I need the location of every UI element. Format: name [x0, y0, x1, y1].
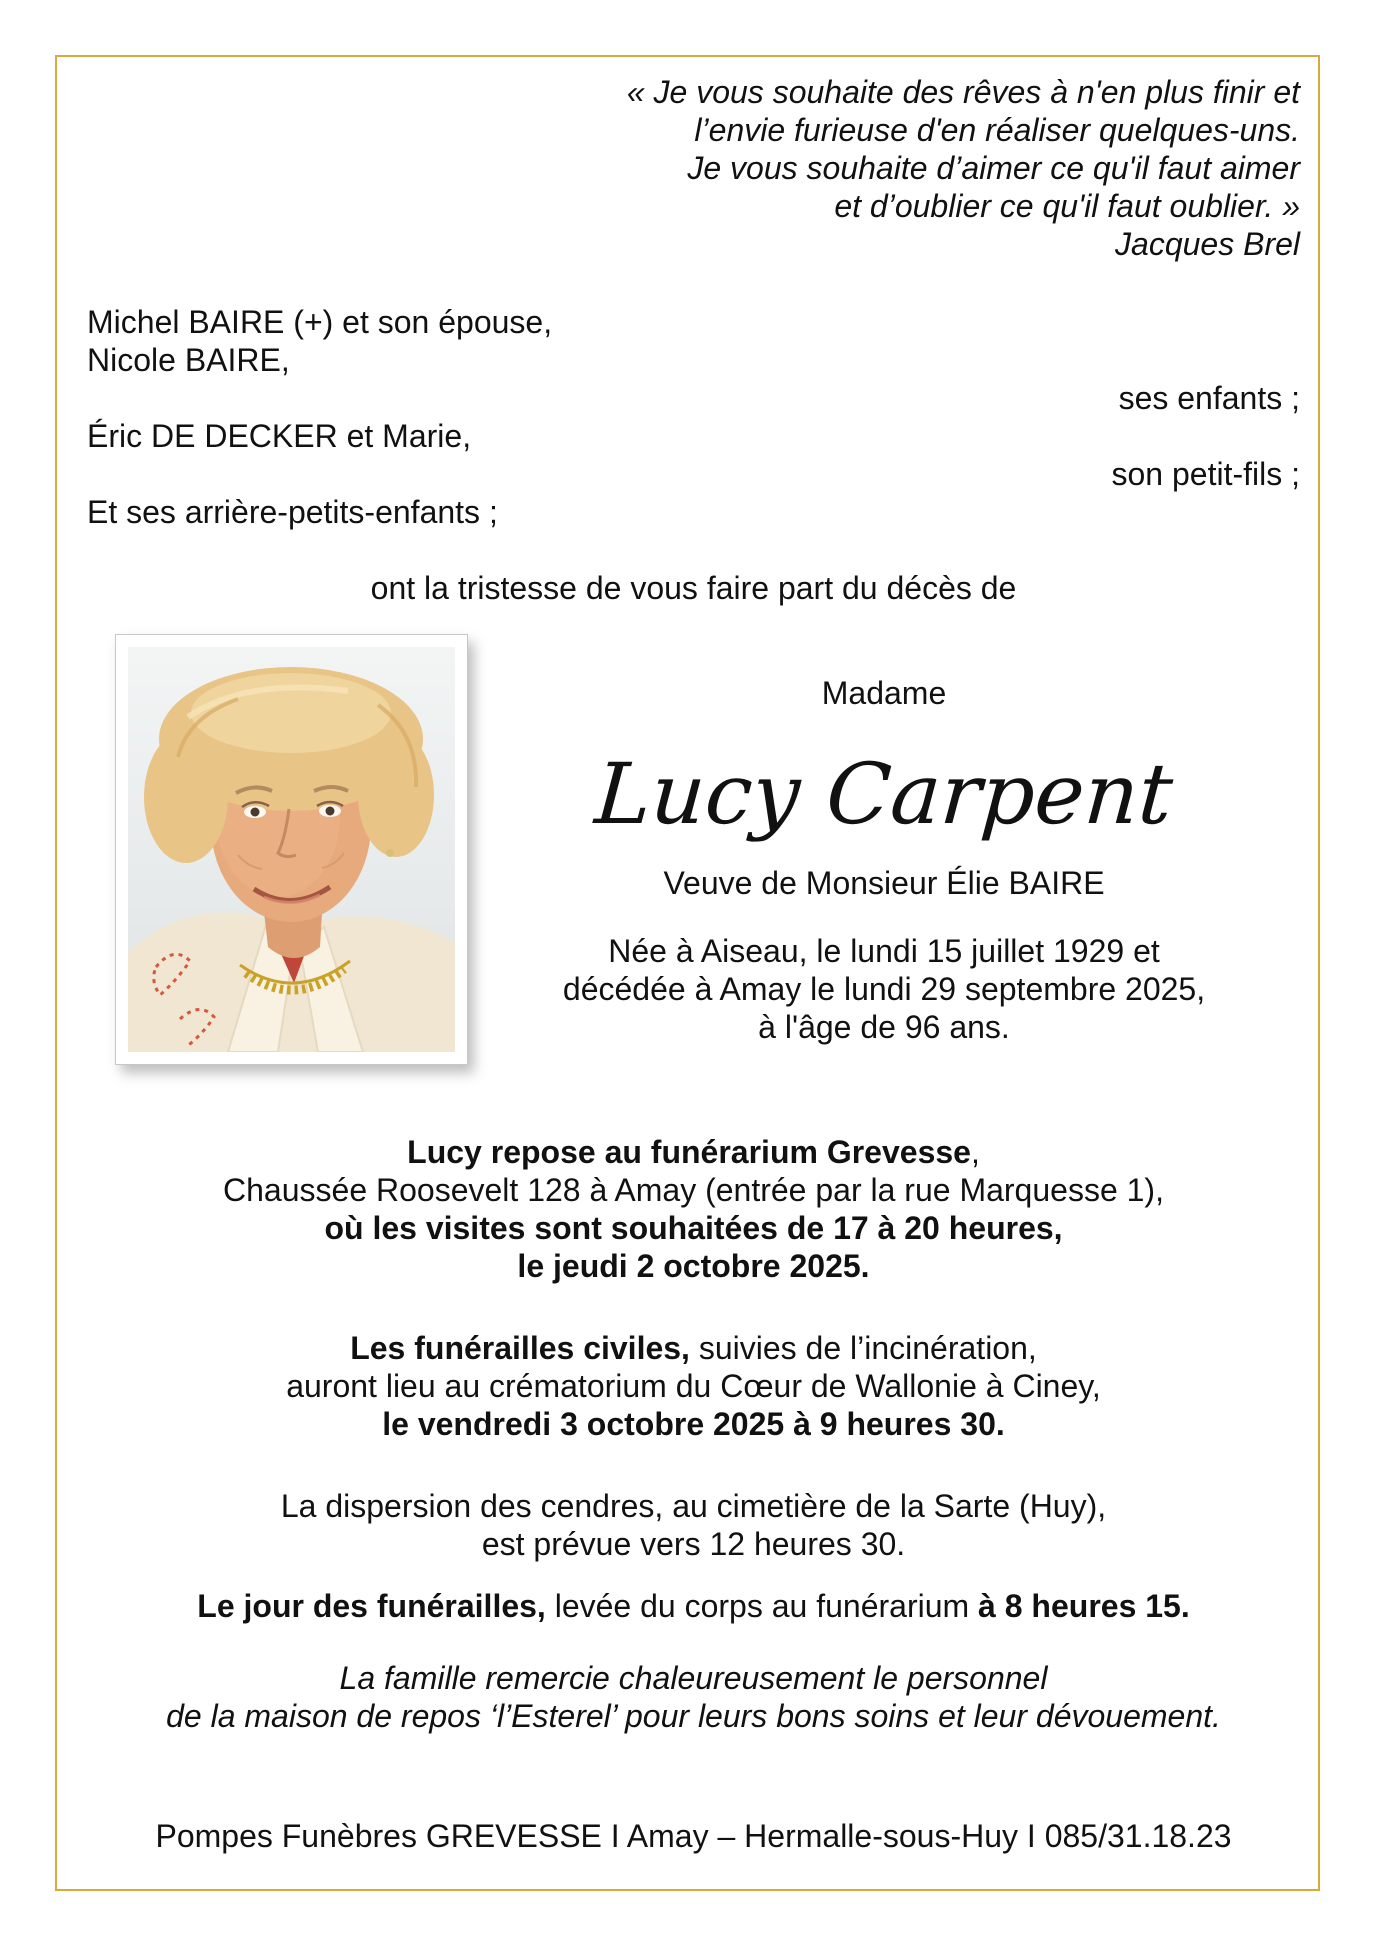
text-segment: La dispersion des cendres, au cimetière de la Sarte (Huy), [280, 1488, 1107, 1524]
text-segment: auront lieu au crématorium du Cœur de Wallonie à Ciney, [286, 1368, 1101, 1404]
family-row: Nicole BAIRE, [87, 342, 290, 378]
text-line [87, 1659, 1300, 1697]
text-segment: levée du corps au funérarium [545, 1588, 979, 1624]
bold-text-segment: où les visites sont souhaitées de 17 à 20 heures, [324, 1210, 1063, 1246]
text-line [87, 1171, 1300, 1209]
family-row: Michel BAIRE (+) et son épouse, [87, 304, 553, 340]
text-segment: La famille remercie chaleureusement le personnel [339, 1660, 1048, 1696]
funeral-home-footer: Pompes Funèbres GREVESSE I Amay – Hermalle-sous-Huy I 085/31.18.23 [155, 1818, 1232, 1854]
portrait-photo [115, 634, 468, 1065]
bold-text-segment: le vendredi 3 octobre 2025 à 9 heures 30. [382, 1406, 1005, 1442]
text-segment: Chaussée Roosevelt 128 à Amay (entrée par la rue Marquesse 1), [223, 1172, 1164, 1208]
text-line [87, 1525, 1300, 1563]
quote-line: et d’oublier ce qu'il faut oublier. » [834, 188, 1300, 224]
text-segment: de la maison de repos ‘l’Esterel’ pour leurs bons soins et leur dévouement. [166, 1698, 1221, 1734]
funeral-details [87, 1133, 1300, 1735]
quote-line: « Je vous souhaite des rêves à n'en plus finir et [626, 74, 1300, 110]
text-line [87, 1247, 1300, 1285]
birth-death-line: décédée à Amay le lundi 29 septembre 2025, [562, 971, 1206, 1007]
bold-text-segment: à 8 heures 15. [978, 1588, 1190, 1624]
deceased-title: Madame [821, 675, 947, 711]
quote-line: l’envie furieuse d'en réaliser quelques-uns. [694, 112, 1300, 148]
text-line [87, 1405, 1300, 1443]
quote-line: Je vous souhaite d’aimer ce qu'il faut aimer [687, 150, 1300, 186]
detail-paragraph [87, 1133, 1300, 1285]
detail-paragraph [87, 1587, 1300, 1625]
detail-paragraph [87, 1659, 1300, 1735]
text-segment: , [970, 1134, 980, 1170]
deceased-subtitle: Veuve de Monsieur Élie BAIRE [663, 865, 1105, 901]
quote-author: Jacques Brel [1115, 226, 1300, 262]
text-line [87, 1133, 1300, 1171]
text-segment: est prévue vers 12 heures 30. [481, 1526, 906, 1562]
bold-text-segment: Le jour des funérailles, [197, 1588, 546, 1624]
text-line [87, 1587, 1300, 1625]
bold-text-segment: Les funérailles civiles, [350, 1330, 690, 1366]
quote-lines [87, 73, 1300, 225]
family-list [87, 303, 1300, 531]
detail-paragraph [87, 1329, 1300, 1443]
family-row: son petit-fils ; [1111, 456, 1300, 492]
bold-text-segment: Lucy repose au funérarium Grevesse [407, 1134, 971, 1170]
opening-quote [87, 73, 1300, 263]
text-line [87, 1697, 1300, 1735]
text-line [87, 1367, 1300, 1405]
text-line [87, 1329, 1300, 1367]
photo-and-identity-row [87, 634, 1300, 1065]
gold-border-frame [55, 55, 1320, 1891]
text-line [87, 1209, 1300, 1247]
family-row: Et ses arrière-petits-enfants ; [87, 494, 498, 530]
family-row: ses enfants ; [1118, 380, 1300, 416]
deceased-name: Lucy Carpent [592, 745, 1176, 843]
birth-death-info [468, 932, 1300, 1046]
birth-death-line: Née à Aiseau, le lundi 15 juillet 1929 et [608, 933, 1160, 969]
portrait-illustration [128, 647, 455, 1052]
birth-death-line: à l'âge de 96 ans. [758, 1009, 1010, 1045]
identity-column [468, 634, 1300, 1065]
text-line [87, 1487, 1300, 1525]
text-segment: suivies de l’incinération, [689, 1330, 1037, 1366]
family-row: Éric DE DECKER et Marie, [87, 418, 472, 454]
bold-text-segment: le jeudi 2 octobre 2025. [517, 1248, 870, 1284]
detail-paragraph [87, 1487, 1300, 1563]
announcement-intro: ont la tristesse de vous faire part du décès de [370, 570, 1017, 606]
